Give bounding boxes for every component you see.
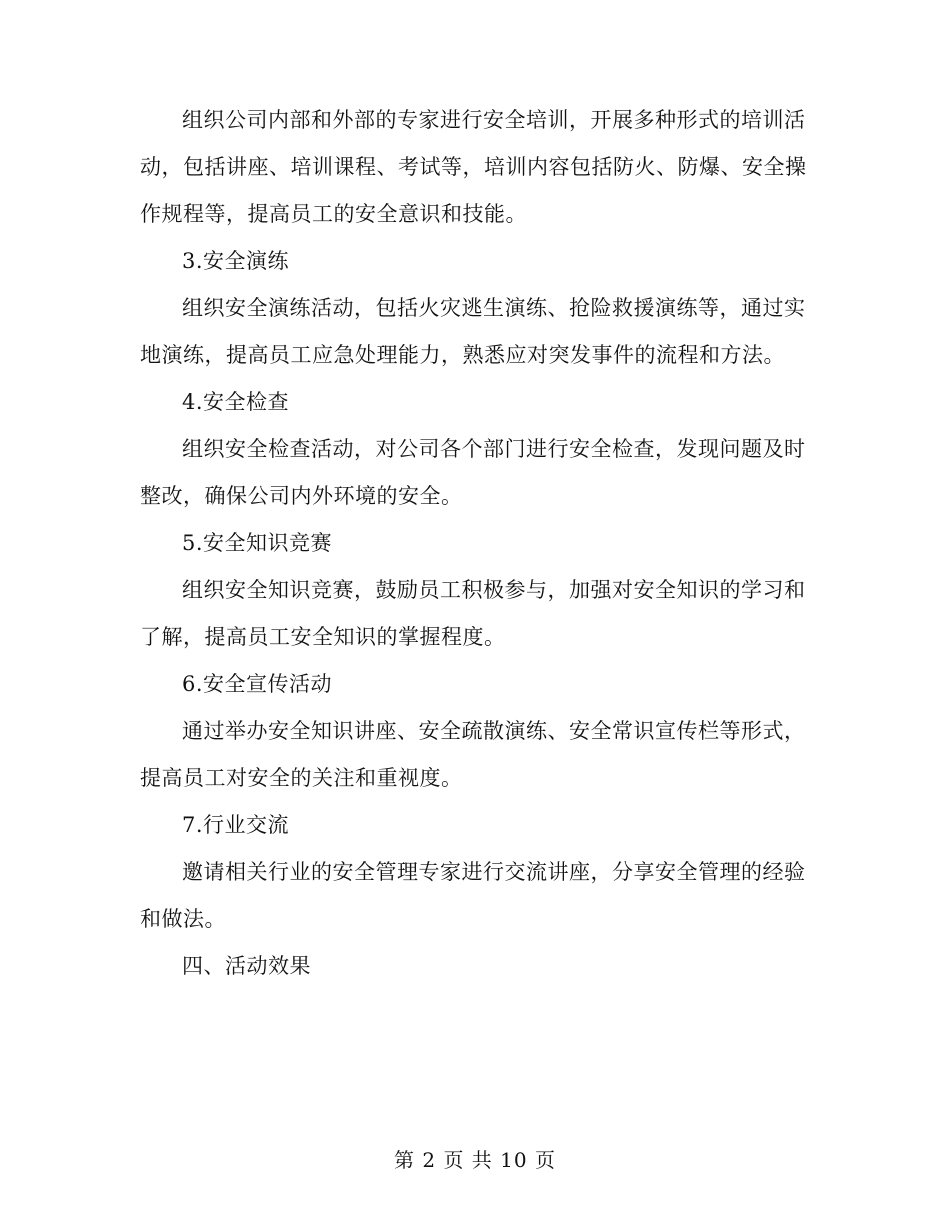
paragraph-training-details: 组织公司内部和外部的专家进行安全培训，开展多种形式的培训活动，包括讲座、培训课程、考试等，培训内容包括防火、防爆、安全操作规程等，提高员工的安全意识和技能。 xyxy=(140,108,807,226)
heading-safety-inspection: 4.安全检查 xyxy=(182,390,290,414)
heading-knowledge-contest: 5.安全知识竞赛 xyxy=(182,531,333,555)
paragraph-knowledge-contest: 组织安全知识竞赛，鼓励员工积极参与，加强对安全知识的学习和了解，提高员工安全知识的掌握程度。 xyxy=(140,578,806,649)
paragraph-industry-exchange: 邀请相关行业的安全管理专家进行交流讲座，分享安全管理的经验和做法。 xyxy=(140,860,806,931)
paragraph-safety-promotion: 通过举办安全知识讲座、安全疏散演练、安全常识宣传栏等形式，提高员工对安全的关注和重视度。 xyxy=(140,719,806,790)
document-body xyxy=(140,97,810,990)
paragraph-safety-drill: 组织安全演练活动，包括火灾逃生演练、抢险救援演练等，通过实地演练，提高员工应急处理能力，熟悉应对突发事件的流程和方法。 xyxy=(140,296,806,367)
heading-safety-drill: 3.安全演练 xyxy=(182,249,290,273)
heading-industry-exchange: 7.行业交流 xyxy=(182,813,290,837)
heading-safety-promotion: 6.安全宣传活动 xyxy=(182,672,333,696)
page-number-footer: 第 2 页 共 10 页 xyxy=(394,1148,556,1172)
heading-activity-results: 四、活动效果 xyxy=(182,954,311,978)
paragraph-safety-inspection: 组织安全检查活动，对公司各个部门进行安全检查，发现问题及时整改，确保公司内外环境的安全。 xyxy=(140,437,806,508)
